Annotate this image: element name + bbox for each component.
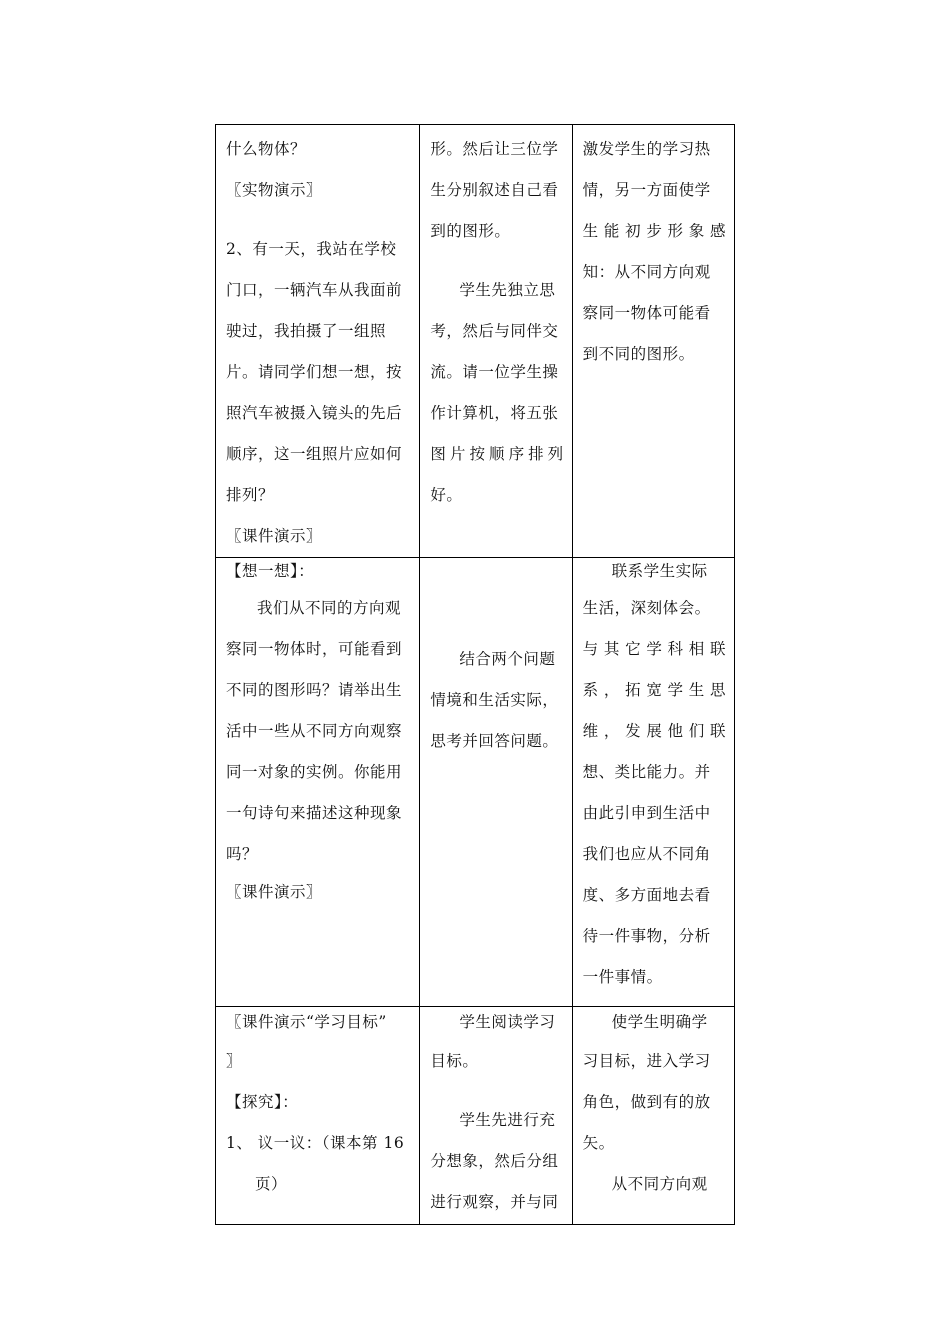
text-line: 知：从不同方向观 <box>582 263 711 281</box>
text-line: 学生先进行充 <box>459 1111 556 1129</box>
text-line: 维，发展他们联 <box>582 722 726 740</box>
text-line: 与其它学科相联 <box>582 640 726 658</box>
text-line: 页） <box>255 1175 288 1193</box>
text-line: 目标。 <box>430 1052 479 1070</box>
table-row <box>216 558 735 1007</box>
teacher-activity-cell <box>216 558 420 1007</box>
text-line: 矢。 <box>582 1134 615 1152</box>
text-line: 流。请一位学生操 <box>430 363 559 381</box>
text-line: 习目标，进入学习 <box>582 1052 711 1070</box>
text-line: 吗？ <box>226 845 259 863</box>
text-line: 联系学生实际 <box>611 562 708 580</box>
text-line: 作计算机，将五张 <box>430 404 559 422</box>
text-line: 思考并回答问题。 <box>430 732 559 750</box>
text-line: 〖实物演示〗 <box>226 181 323 199</box>
text-line: 使学生明确学 <box>611 1013 708 1031</box>
text-line: 察同一物体可能看 <box>582 304 711 322</box>
text-line: 系，拓宽学生思 <box>582 681 726 699</box>
text-line: 度、多方面地去看 <box>582 886 711 904</box>
text-line: 我们也应从不同角 <box>582 845 711 863</box>
text-line: 门口，一辆汽车从我面前 <box>226 281 403 299</box>
design-intent-cell <box>572 125 734 558</box>
text-line: 一句诗句来描述这种现象 <box>226 804 403 822</box>
text-line: 学生阅读学习 <box>459 1013 556 1031</box>
text-line: 到的图形。 <box>430 222 511 240</box>
text-line: 活中一些从不同方向观察 <box>226 722 403 740</box>
text-line: 同一对象的实例。你能用 <box>226 763 403 781</box>
text-line: 情，另一方面使学 <box>582 181 711 199</box>
text-line: 【想一想】： <box>226 562 315 580</box>
text-line: 考，然后与同伴交 <box>430 322 559 340</box>
text-line: 驶过，我拍摄了一组照 <box>226 322 387 340</box>
student-activity-cell <box>420 1007 572 1225</box>
text-line: 排列？ <box>226 486 275 504</box>
text-line: 我们从不同的方向观 <box>257 599 402 617</box>
text-line: 结合两个问题 <box>459 650 556 668</box>
text-line: 从不同方向观 <box>611 1175 708 1193</box>
text-line: 1、 议一议：（课本第 16 <box>226 1134 405 1152</box>
text-line: 待一件事物，分析 <box>582 927 711 945</box>
text-line: 〖课件演示〗 <box>226 527 323 545</box>
text-line: 生能初步形象感 <box>582 222 726 240</box>
text-line: 不同的图形吗？请举出生 <box>226 681 403 699</box>
text-line: 进行观察，并与同 <box>430 1193 559 1211</box>
design-intent-cell <box>572 558 734 1007</box>
text-line: 一件事情。 <box>582 968 663 986</box>
table-row <box>216 125 735 558</box>
text-line: 顺序，这一组照片应如何 <box>226 445 403 463</box>
design-intent-cell <box>572 1007 734 1225</box>
text-line: 生分别叙述自己看 <box>430 181 559 199</box>
text-line: 照汽车被摄入镜头的先后 <box>226 404 403 422</box>
text-line: 学生先独立思 <box>459 281 556 299</box>
text-line: 〖课件演示〗 <box>226 883 323 901</box>
text-line: 什么物体？ <box>226 140 307 158</box>
text-line: 图片按顺序排列 <box>430 445 564 463</box>
text-line: 〖课件演示“学习目标” <box>226 1013 387 1031</box>
text-line: 形。然后让三位学 <box>430 140 559 158</box>
student-activity-cell <box>420 558 572 1007</box>
text-line: 生活，深刻体会。 <box>582 599 711 617</box>
text-line: 情境和生活实际， <box>430 691 559 709</box>
text-line: 好。 <box>430 486 463 504</box>
teacher-activity-cell <box>216 125 420 558</box>
text-line: 片。请同学们想一想，按 <box>226 363 403 381</box>
text-line: 【探究】： <box>226 1093 299 1111</box>
text-line: 角色，做到有的放 <box>582 1093 711 1111</box>
text-line: 想、类比能力。并 <box>582 763 711 781</box>
lesson-plan-table <box>215 124 735 1225</box>
text-line: 分想象，然后分组 <box>430 1152 559 1170</box>
text-line: 由此引申到生活中 <box>582 804 711 822</box>
text-line: 激发学生的学习热 <box>582 140 711 158</box>
text-line: 到不同的图形。 <box>582 345 695 363</box>
text-line: 〗 <box>226 1052 243 1070</box>
teacher-activity-cell <box>216 1007 420 1225</box>
text-line: 2、有一天，我站在学校 <box>226 240 397 258</box>
student-activity-cell <box>420 125 572 558</box>
table-row <box>216 1007 735 1225</box>
text-line: 察同一物体时，可能看到 <box>226 640 403 658</box>
